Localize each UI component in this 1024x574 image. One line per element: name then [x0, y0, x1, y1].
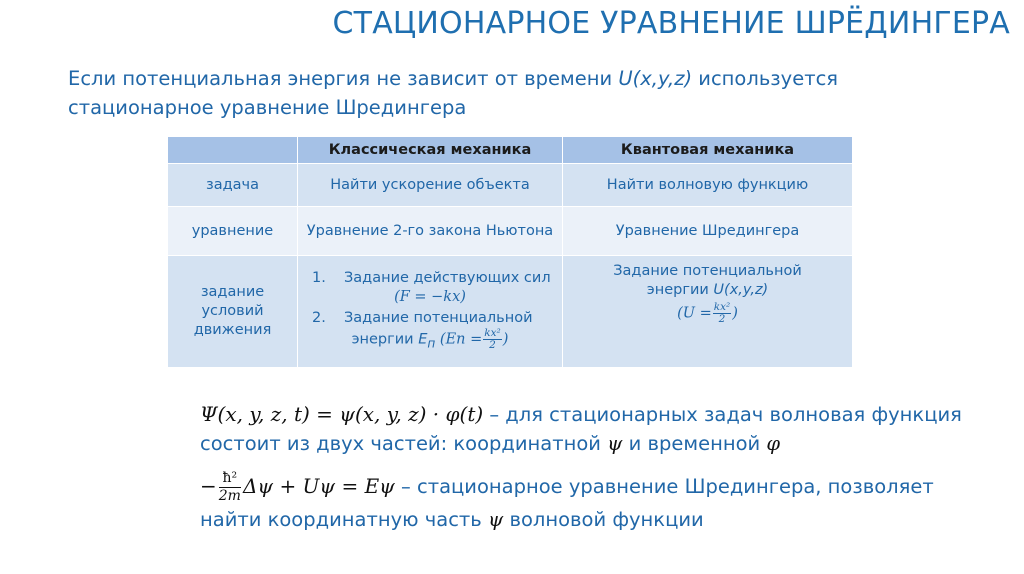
schrodinger-equation: Δψ + Uψ = Eψ: [242, 474, 395, 498]
wavefunction-text2: и временной: [622, 432, 767, 455]
page-title: СТАЦИОНАРНОЕ УРАВНЕНИЕ ШРЁДИНГЕРА: [332, 6, 1010, 41]
energy-subscript: п: [427, 336, 436, 351]
table-row: [168, 256, 853, 368]
cell-quantum: [563, 256, 853, 368]
schrodinger-text2: волновой функции: [503, 508, 704, 531]
intro-potential: U(x,y,z): [618, 67, 693, 90]
list-item: [304, 309, 556, 353]
hbar-fraction: [219, 470, 241, 505]
cell-quantum: Уравнение Шредингера: [563, 207, 853, 256]
energy-formula: [304, 328, 556, 353]
force-formula: (F = −kx): [394, 289, 466, 306]
wavefunction-equation: Ψ(x, y, z, t) = ψ(x, y, z) · φ(t): [200, 402, 484, 426]
table-row: [168, 207, 853, 256]
close-paren: ): [502, 331, 509, 348]
intro-before: Если потенциальная энергия не зависит от времени: [68, 67, 619, 90]
row-label: задача: [168, 164, 298, 207]
table-header-row: [168, 137, 853, 164]
table-header-quantum: Квантовая механика: [563, 137, 853, 164]
wavefunction-paragraph: [200, 400, 980, 458]
energy-symbol: E: [418, 331, 428, 348]
quantum-condition-line1: Задание потенциальной: [613, 263, 802, 279]
quantum-fraction: [713, 302, 732, 325]
phi-symbol: φ: [766, 432, 781, 455]
quantum-lhs: (U =: [677, 305, 712, 322]
fraction-denominator: 2: [718, 313, 726, 325]
list-item: [304, 269, 556, 307]
energy-fraction: [483, 328, 502, 351]
quantum-formula: [569, 302, 846, 325]
schrodinger-text1: – стационарное уравнение Шредингера, позволяет найти координатную часть: [200, 475, 934, 531]
table-header-classic: Классическая механика: [298, 137, 563, 164]
table-row: [168, 164, 853, 207]
comparison-table: [167, 136, 853, 368]
close-paren: ): [732, 305, 738, 322]
fraction-numerator: ħ²: [219, 470, 241, 488]
fraction-numerator: kx²: [484, 327, 501, 340]
psi-symbol: ψ: [607, 432, 623, 455]
wavefunction-text1: – для стационарных задач волновая функция состоит из двух частей: координатной: [200, 403, 962, 455]
row-label: уравнение: [168, 207, 298, 256]
intro-after: используется стационарное уравнение Шредингера: [68, 67, 839, 119]
fraction-denominator: 2m: [218, 488, 241, 504]
classic-conditions-list: [304, 269, 556, 353]
cell-quantum: Найти волновую функцию: [563, 164, 853, 207]
energy-word: энергии: [351, 331, 414, 348]
quantum-condition-line2: [569, 281, 846, 300]
list-number: 1.: [312, 270, 326, 287]
schrodinger-paragraph: [200, 470, 980, 534]
item-text: Задание действующих сил: [344, 270, 551, 287]
cell-classic: Уравнение 2-го закона Ньютона: [298, 207, 563, 256]
row-label: задание условий движения: [168, 256, 298, 368]
quantum-energy-word: энергии: [646, 282, 714, 298]
energy-lhs: (Eп =: [439, 331, 483, 348]
fraction-numerator: kx²: [713, 301, 731, 313]
table-header-empty: [168, 137, 298, 164]
cell-classic: Найти ускорение объекта: [298, 164, 563, 207]
minus-sign: −: [200, 474, 217, 498]
intro-text: [68, 64, 968, 122]
item-text: Задание потенциальной: [344, 310, 533, 327]
cell-classic: [298, 256, 563, 368]
list-number: 2.: [312, 310, 326, 327]
fraction-denominator: 2: [489, 339, 496, 352]
quantum-potential: U(x,y,z): [713, 282, 769, 298]
psi-symbol: ψ: [487, 508, 504, 531]
